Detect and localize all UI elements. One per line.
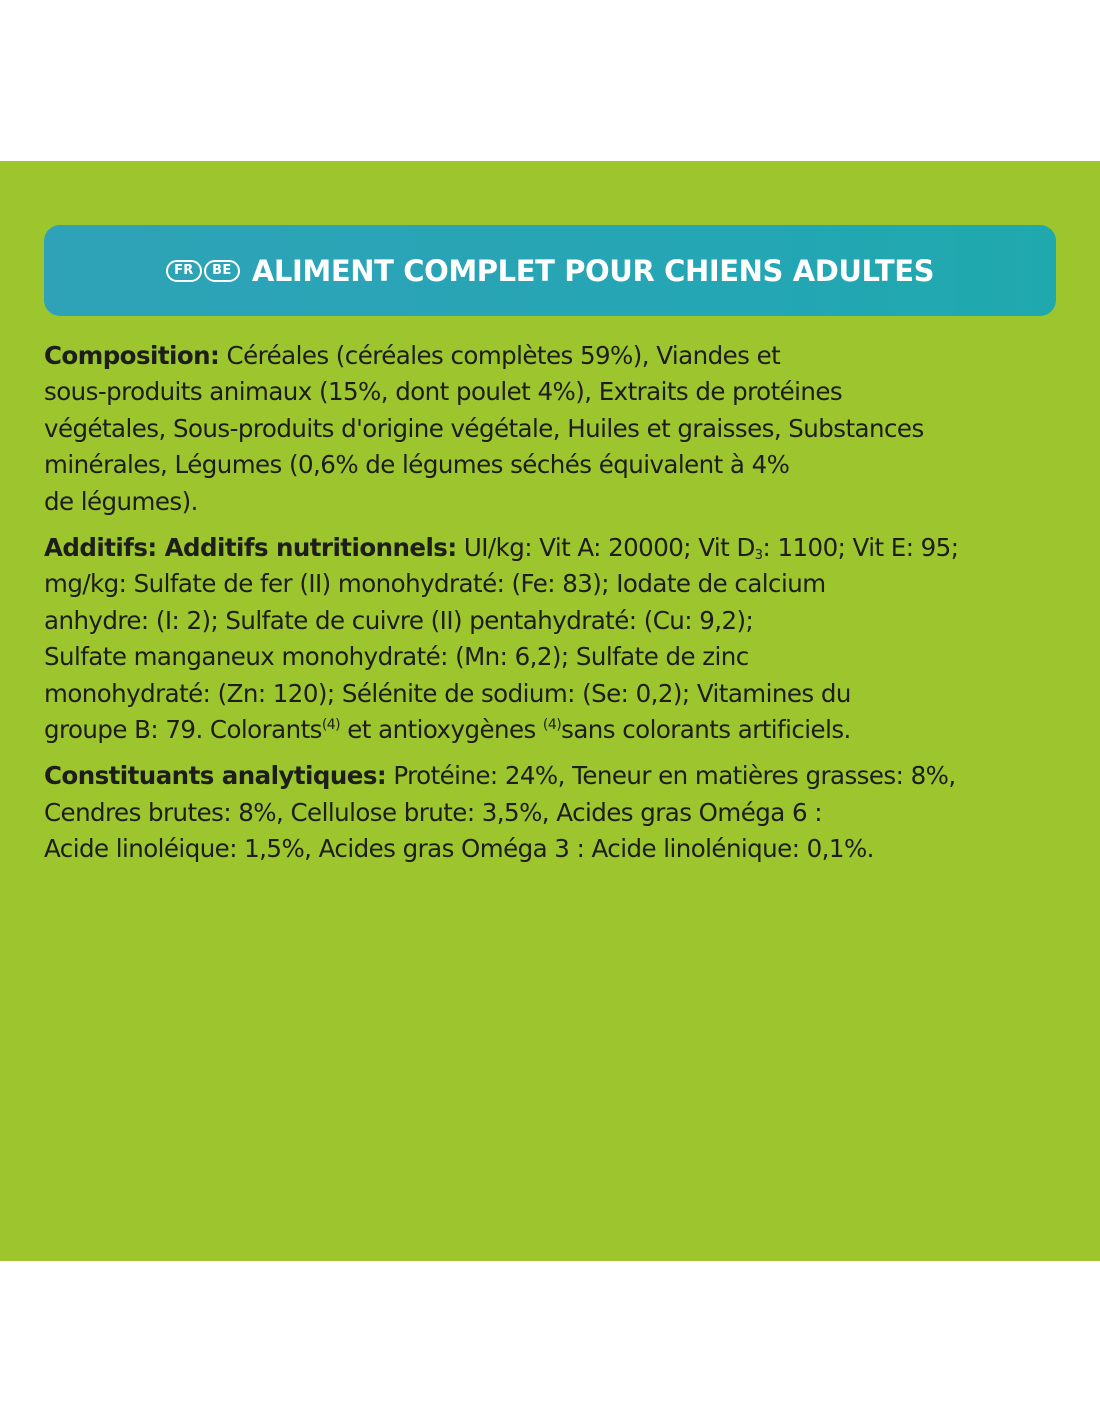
label-text [44,338,1064,878]
composition-line-2: sous-produits animaux (15%, dont poulet 4%), Extraits de protéines [44,377,843,407]
badge-be: BE [204,260,240,282]
additifs-line-6a: groupe B: 79. Colorants [44,715,322,745]
composition-line-3: végétales, Sous-produits d'origine végétale, Huiles et graisses, Substances [44,413,924,443]
constituants-line-3: Acide linoléique: 1,5%, Acides gras Oméga 3 : Acide linolénique: 0,1%. [44,834,874,864]
constituants-line-1: Protéine: 24%, Teneur en matières grasses: 8%, [386,761,956,791]
banner-title: ALIMENT COMPLET POUR CHIENS ADULTES [251,253,935,288]
additifs-line-6c: sans colorants artificiels. [561,715,851,745]
footnote-ref-1: (4) [321,717,341,734]
additifs-line-6b: et antioxygènes [340,715,543,745]
badge-fr: FR [166,260,202,282]
country-badges [166,260,242,282]
constituants-section [44,758,1064,867]
additifs-label: Additifs: Additifs nutritionnels: [44,533,457,563]
additifs-line-2: mg/kg: Sulfate de fer (II) monohydraté: (Fe: 83); Iodate de calcium [44,569,826,599]
constituants-line-2: Cendres brutes: 8%, Cellulose brute: 3,5%, Acides gras Oméga 6 : [44,797,822,827]
constituants-label: Constituants analytiques: [44,761,387,791]
composition-section [44,338,1064,520]
additifs-line-4: Sulfate manganeux monohydraté: (Mn: 6,2); Sulfate de zinc [44,642,749,672]
composition-line-5: de légumes). [44,486,198,516]
additifs-line-3: anhydre: (I: 2); Sulfate de cuivre (II) pentahydraté: (Cu: 9,2); [44,605,754,635]
vitamin-d-subscript: 3 [754,548,763,564]
composition-line-4: minérales, Légumes (0,6% de légumes séchés équivalent à 4% [44,450,790,480]
additifs-line-1b: : 1100; Vit E: 95; [762,533,959,563]
title-banner [44,225,1056,316]
composition-label: Composition: [44,341,220,370]
additifs-section [44,530,1064,748]
additifs-line-1a: UI/kg: Vit A: 20000; Vit D [456,533,755,563]
composition-line-1: Céréales (céréales complètes 59%), Viandes et [219,341,781,370]
additifs-line-5: monohydraté: (Zn: 120); Sélénite de sodium: (Se: 0,2); Vitamines du [44,678,851,708]
footnote-ref-2: (4) [542,717,562,734]
